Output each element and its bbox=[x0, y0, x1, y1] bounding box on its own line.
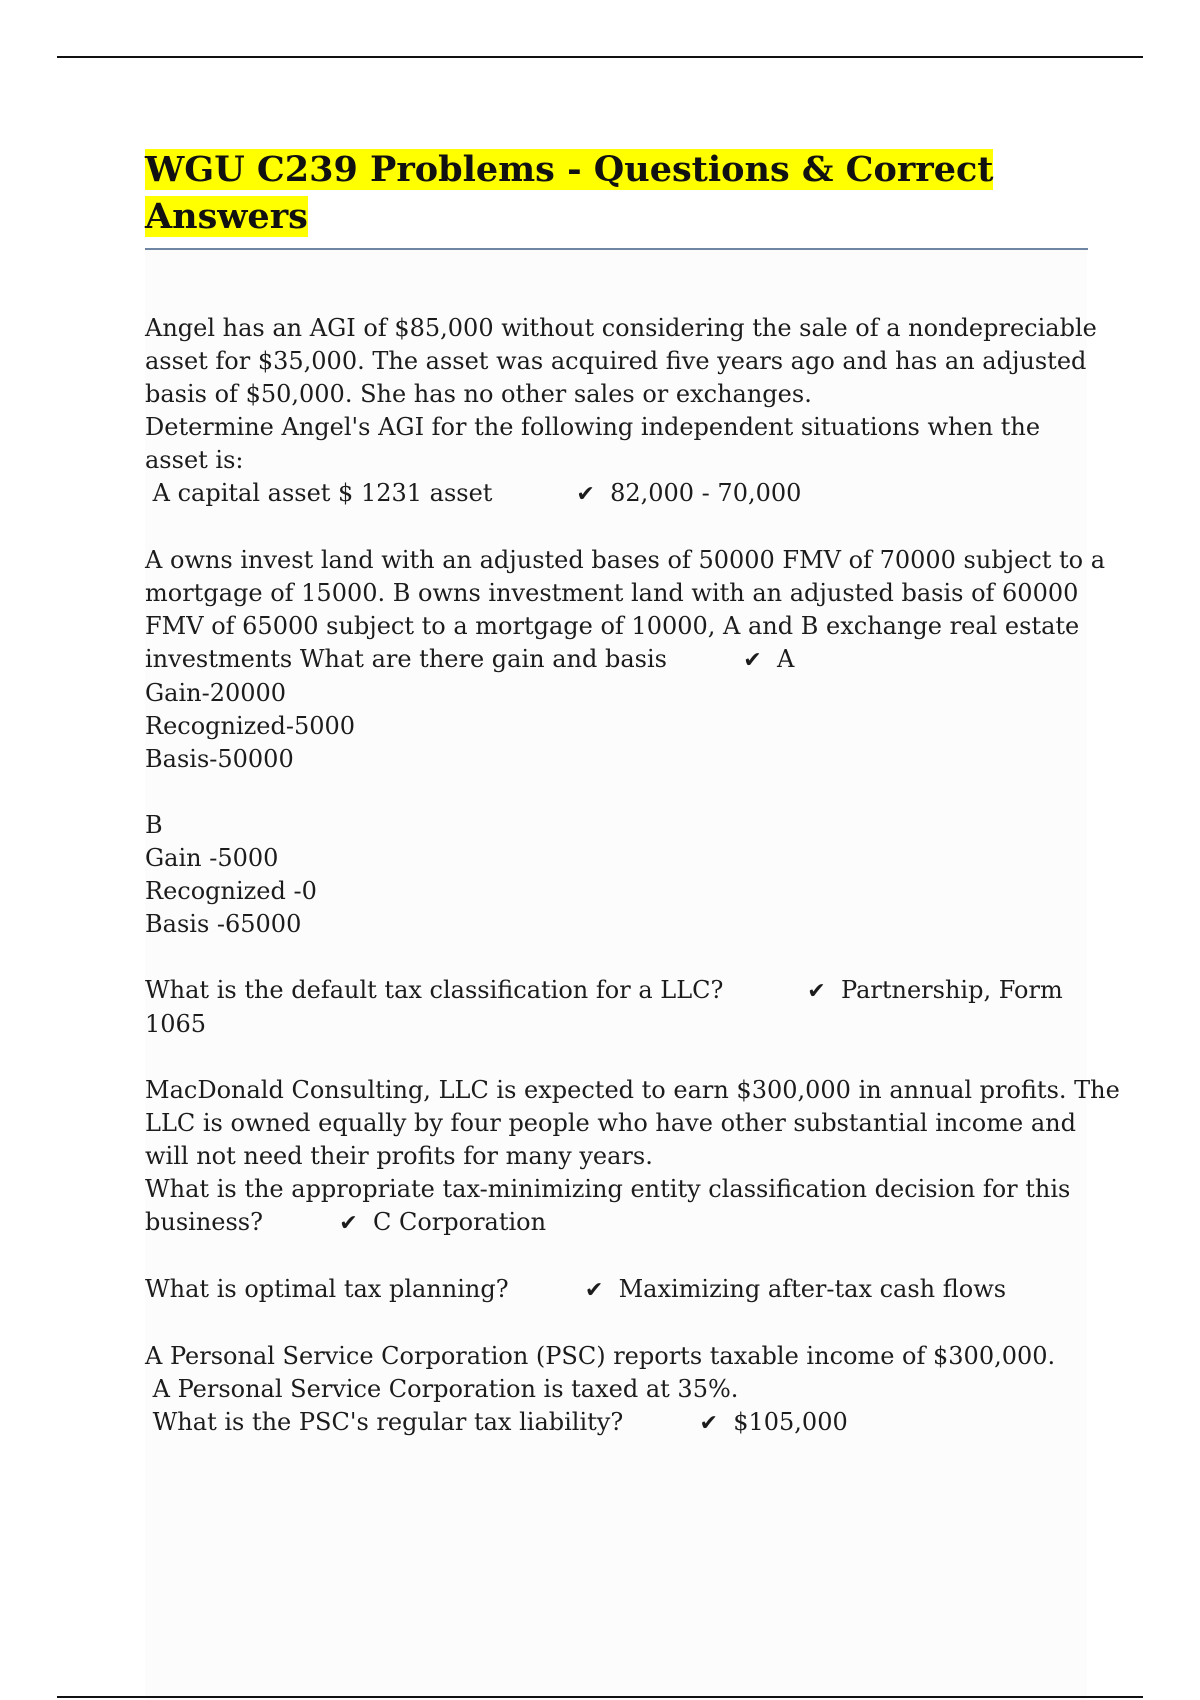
answer-line: 1065 bbox=[145, 1010, 207, 1038]
question-line: Determine Angel's AGI for the following independent situations when the bbox=[145, 413, 1041, 441]
answer-line bbox=[145, 776, 1090, 809]
question-text: A capital asset $ 1231 asset bbox=[145, 479, 493, 507]
answer-line: Gain-20000 bbox=[145, 679, 287, 707]
header-rule bbox=[57, 56, 1143, 58]
question-answer-line bbox=[145, 1273, 1090, 1307]
question-line: What is the appropriate tax-minimizing entity classification decision for this bbox=[145, 1175, 1071, 1203]
question-answer-line bbox=[145, 643, 1090, 677]
qa-item-3 bbox=[145, 974, 1090, 1041]
answer-text: 82,000 - 70,000 bbox=[610, 479, 802, 507]
answer-text: A bbox=[776, 645, 795, 673]
question-answer-line bbox=[145, 1206, 1090, 1240]
checkmark-icon: ✔ bbox=[807, 979, 826, 1004]
qa-item-4 bbox=[145, 1074, 1120, 1240]
question-answer-line bbox=[145, 477, 1090, 511]
question-line: MacDonald Consulting, LLC is expected to earn $300,000 in annual profits. The bbox=[145, 1076, 1120, 1104]
question-text: What is the default tax classification for a LLC? bbox=[145, 976, 724, 1004]
question-line: A Personal Service Corporation is taxed at 35%. bbox=[145, 1375, 739, 1403]
question-line: LLC is owned equally by four people who have other substantial income and bbox=[145, 1109, 1076, 1137]
question-line: A Personal Service Corporation (PSC) reports taxable income of $300,000. bbox=[145, 1342, 1056, 1370]
question-text: What is optimal tax planning? bbox=[145, 1275, 509, 1303]
checkmark-icon: ✔ bbox=[576, 482, 595, 507]
question-answer-line bbox=[145, 974, 1090, 1008]
answer-line: Basis -65000 bbox=[145, 910, 302, 938]
checkmark-icon: ✔ bbox=[339, 1211, 358, 1236]
answer-text: Partnership, Form bbox=[841, 976, 1063, 1004]
title-underline bbox=[145, 248, 1088, 250]
question-line: A owns invest land with an adjusted bases of 50000 FMV of 70000 subject to a bbox=[145, 546, 1106, 574]
question-text: What is the PSC's regular tax liability? bbox=[145, 1408, 624, 1436]
qa-item-5 bbox=[145, 1273, 1090, 1307]
title-line-2: Answers bbox=[145, 196, 308, 237]
qa-item-1 bbox=[145, 312, 1097, 511]
question-line: Angel has an AGI of $85,000 without considering the sale of a nondepreciable bbox=[145, 314, 1097, 342]
answer-text: $105,000 bbox=[733, 1408, 848, 1436]
question-line: will not need their profits for many years. bbox=[145, 1142, 653, 1170]
question-line: mortgage of 15000. B owns investment land with an adjusted basis of 60000 bbox=[145, 579, 1079, 607]
question-answer-line bbox=[145, 1406, 1090, 1440]
qa-item-2 bbox=[145, 544, 1106, 941]
qa-item-6 bbox=[145, 1340, 1090, 1440]
answer-line: B bbox=[145, 811, 163, 839]
answer-line: Recognized-5000 bbox=[145, 712, 356, 740]
answer-line: Basis-50000 bbox=[145, 745, 294, 773]
question-text: business? bbox=[145, 1208, 263, 1236]
answer-text: C Corporation bbox=[372, 1208, 547, 1236]
question-line: asset is: bbox=[145, 446, 244, 474]
document-body bbox=[145, 312, 1120, 1473]
question-line: asset for $35,000. The asset was acquired five years ago and has an adjusted bbox=[145, 347, 1087, 375]
document-title bbox=[145, 146, 1087, 240]
checkmark-icon: ✔ bbox=[584, 1278, 604, 1303]
title-line-1: WGU C239 Problems - Questions & Correct bbox=[145, 149, 994, 190]
answer-line: Gain -5000 bbox=[145, 844, 279, 872]
question-line: basis of $50,000. She has no other sales or exchanges. bbox=[145, 380, 812, 408]
answer-line: Recognized -0 bbox=[145, 877, 317, 905]
footer-rule bbox=[57, 1696, 1143, 1698]
checkmark-icon: ✔ bbox=[699, 1411, 718, 1436]
answer-text: Maximizing after-tax cash flows bbox=[618, 1275, 1007, 1303]
question-line: FMV of 65000 subject to a mortgage of 10000, A and B exchange real estate bbox=[145, 612, 1080, 640]
question-text: investments What are there gain and basis bbox=[145, 645, 667, 673]
checkmark-icon: ✔ bbox=[743, 648, 762, 673]
